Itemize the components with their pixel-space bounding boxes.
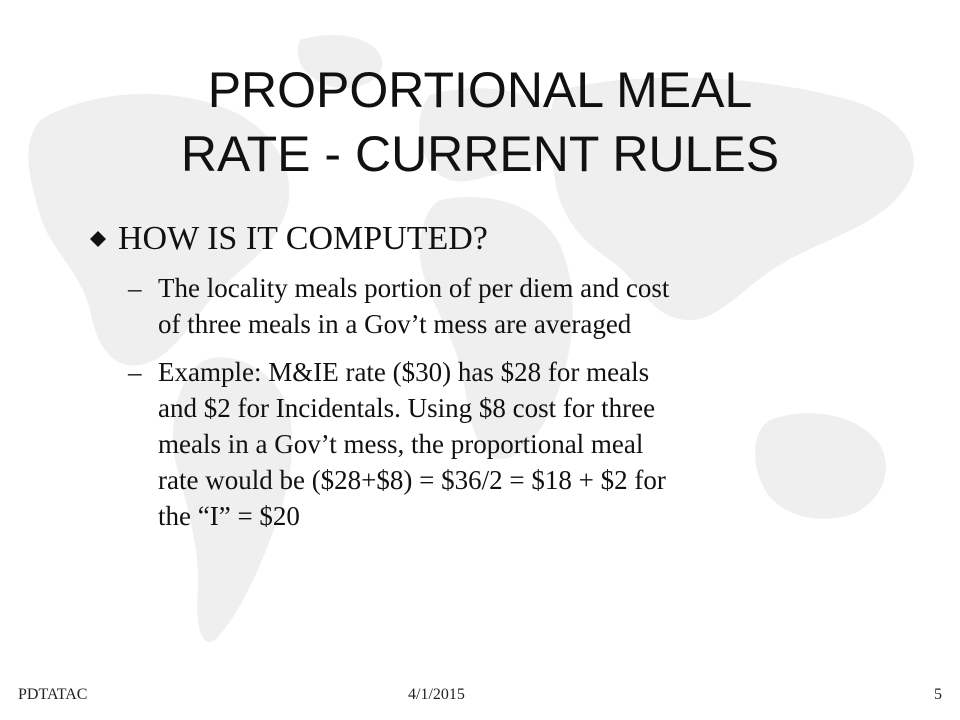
title-line-1: PROPORTIONAL MEAL xyxy=(207,62,753,118)
footer-date: 4/1/2015 xyxy=(408,686,465,703)
footer-organization: PDTATAC xyxy=(18,686,88,703)
dash-marker: – xyxy=(128,273,142,303)
bullet-text: HOW IS IT COMPUTED? xyxy=(118,220,488,257)
sub-item-2-line-1: Example: M&IE rate ($30) has $28 for meals xyxy=(158,357,650,387)
title-line-2: RATE - CURRENT RULES xyxy=(180,126,780,182)
sub-item-1-line-2: of three meals in a Gov’t mess are averaged xyxy=(158,309,632,339)
bullet-item xyxy=(88,218,888,260)
sub-item-2-line-3: meals in a Gov’t mess, the proportional meal xyxy=(158,429,644,459)
sub-item-1-line-1: The locality meals portion of per diem and cost xyxy=(158,273,670,303)
diamond-bullet-icon xyxy=(90,231,106,247)
sub-item-2-line-5: the “I” = $20 xyxy=(158,501,300,531)
sub-item-2 xyxy=(88,354,888,534)
footer-page-number: 5 xyxy=(934,686,942,703)
sub-item-2-line-2: and $2 for Incidentals. Using $8 cost for three xyxy=(158,393,656,423)
sub-item-2-line-4: rate would be ($28+$8) = $36/2 = $18 + $2 for xyxy=(158,465,666,495)
dash-marker: – xyxy=(128,357,142,387)
sub-item-1 xyxy=(88,270,888,342)
slide-title xyxy=(60,58,900,186)
slide-body xyxy=(88,218,888,534)
